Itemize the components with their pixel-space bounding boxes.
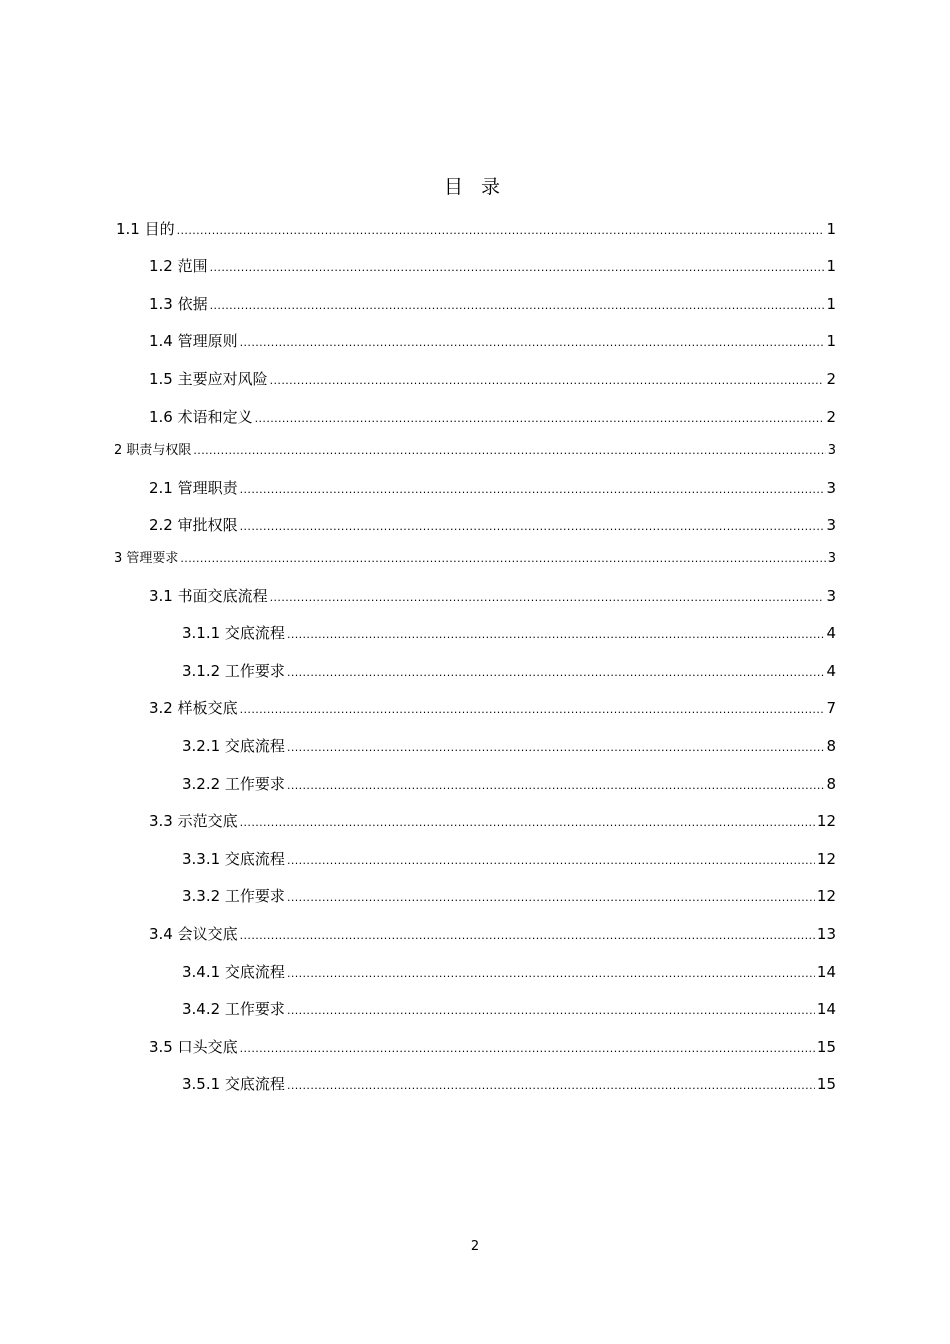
toc-dot-leader [210, 295, 825, 317]
toc-entry-label: 3.1 书面交底流程 [149, 587, 268, 605]
toc-entry[interactable] [116, 218, 836, 240]
toc-entry[interactable] [114, 548, 836, 570]
toc-entry-label: 3.2 样板交底 [149, 699, 238, 717]
toc-entry-page-number: 1 [826, 257, 836, 275]
toc-entry-label: 3.2.1 交底流程 [182, 737, 285, 755]
toc-entry-label: 3.3.2 工作要求 [182, 887, 285, 905]
toc-dot-leader [287, 1000, 815, 1022]
toc-entry[interactable] [149, 1036, 836, 1058]
toc-entry-label: 2 职责与权限 [114, 443, 192, 458]
toc-entry-page-number: 3 [827, 443, 836, 458]
toc-entry[interactable] [149, 255, 836, 277]
toc-dot-leader [240, 1038, 815, 1060]
toc-entry-label: 3.5 口头交底 [149, 1038, 238, 1056]
toc-entry-page-number: 7 [826, 699, 836, 717]
toc-entry-label: 3.1.1 交底流程 [182, 624, 285, 642]
toc-entry-page-number: 2 [826, 370, 836, 388]
toc-entry-label: 3.3 示范交底 [149, 812, 238, 830]
toc-entry-page-number: 1 [826, 220, 836, 238]
toc-entry[interactable] [149, 697, 836, 719]
toc-entry[interactable] [149, 368, 836, 390]
toc-entry-page-number: 12 [816, 812, 836, 830]
toc-entry[interactable] [149, 923, 836, 945]
toc-dot-leader [240, 699, 825, 721]
toc-entry[interactable] [182, 885, 836, 907]
toc-dot-leader [193, 440, 825, 462]
toc-entry-page-number: 15 [816, 1038, 836, 1056]
toc-entry[interactable] [182, 1073, 836, 1095]
toc-entry-label: 2.1 管理职责 [149, 479, 238, 497]
toc-entry-page-number: 3 [826, 516, 836, 534]
toc-dot-leader [270, 370, 825, 392]
toc-entry[interactable] [149, 293, 836, 315]
toc-entry-page-number: 8 [826, 737, 836, 755]
toc-entry-label: 1.4 管理原则 [149, 332, 238, 350]
toc-entry-page-number: 14 [816, 1000, 836, 1018]
toc-entry[interactable] [182, 735, 836, 757]
toc-title: 目 录 [443, 176, 507, 198]
toc-entry[interactable] [182, 998, 836, 1020]
toc-entry[interactable] [182, 961, 836, 983]
toc-entry[interactable] [149, 585, 836, 607]
toc-entry[interactable] [149, 330, 836, 352]
toc-dot-leader [287, 662, 825, 684]
toc-dot-leader [270, 587, 825, 609]
toc-entry[interactable] [149, 406, 836, 428]
toc-dot-leader [240, 479, 825, 501]
toc-dot-leader [240, 332, 825, 354]
toc-entry[interactable] [182, 773, 836, 795]
toc-entry-page-number: 14 [816, 963, 836, 981]
toc-entry[interactable] [182, 848, 836, 870]
toc-entry-label: 3.4.2 工作要求 [182, 1000, 285, 1018]
toc-dot-leader [287, 1075, 815, 1097]
toc-entry-page-number: 2 [826, 408, 836, 426]
toc-entry-page-number: 13 [816, 925, 836, 943]
toc-entry-page-number: 1 [826, 295, 836, 313]
toc-entry-page-number: 12 [816, 887, 836, 905]
toc-entry-page-number: 3 [826, 587, 836, 605]
toc-entry-label: 1.1 目的 [116, 220, 175, 238]
toc-dot-leader [240, 516, 825, 538]
toc-entry[interactable] [114, 440, 836, 462]
toc-dot-leader [180, 548, 825, 570]
toc-entry-label: 1.3 依据 [149, 295, 208, 313]
toc-entry[interactable] [149, 514, 836, 536]
toc-dot-leader [240, 812, 815, 834]
toc-entry-label: 1.2 范围 [149, 257, 208, 275]
toc-entry-page-number: 8 [826, 775, 836, 793]
toc-entry-page-number: 3 [827, 551, 836, 566]
toc-entry-label: 3.4.1 交底流程 [182, 963, 285, 981]
toc-entry-label: 3.4 会议交底 [149, 925, 238, 943]
toc-dot-leader [287, 850, 815, 872]
toc-entry-page-number: 1 [826, 332, 836, 350]
toc-entry[interactable] [149, 810, 836, 832]
toc-entry-page-number: 15 [816, 1075, 836, 1093]
toc-entry-label: 1.5 主要应对风险 [149, 370, 268, 388]
toc-entry-label: 3.5.1 交底流程 [182, 1075, 285, 1093]
toc-entry[interactable] [182, 660, 836, 682]
toc-dot-leader [287, 624, 825, 646]
toc-dot-leader [240, 925, 815, 947]
toc-entry-page-number: 3 [826, 479, 836, 497]
toc-dot-leader [287, 775, 825, 797]
toc-entry-page-number: 4 [826, 624, 836, 642]
toc-entry-label: 2.2 审批权限 [149, 516, 238, 534]
toc-entry[interactable] [149, 477, 836, 499]
toc-entry-label: 1.6 术语和定义 [149, 408, 253, 426]
toc-dot-leader [177, 220, 825, 242]
toc-entry-page-number: 4 [826, 662, 836, 680]
toc-entry[interactable] [182, 622, 836, 644]
footer-page-number: 2 [470, 1239, 480, 1254]
toc-entry-label: 3.3.1 交底流程 [182, 850, 285, 868]
toc-entry-label: 3 管理要求 [114, 551, 179, 566]
toc-dot-leader [210, 257, 825, 279]
toc-dot-leader [287, 887, 815, 909]
toc-entry-label: 3.2.2 工作要求 [182, 775, 285, 793]
toc-entry-page-number: 12 [816, 850, 836, 868]
toc-dot-leader [287, 963, 815, 985]
toc-dot-leader [287, 737, 825, 759]
toc-entry-label: 3.1.2 工作要求 [182, 662, 285, 680]
toc-dot-leader [255, 408, 825, 430]
